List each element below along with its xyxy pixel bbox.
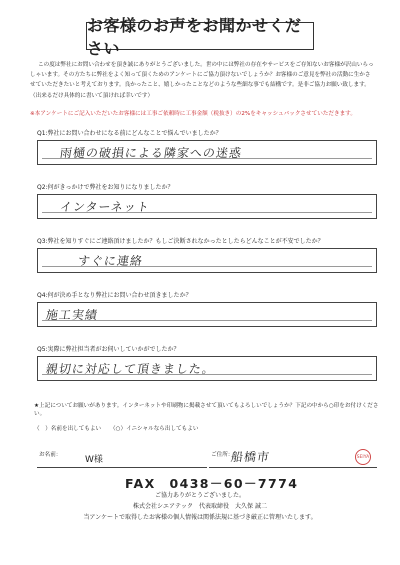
address-field[interactable]: [209, 447, 377, 468]
question-3-answer: すぐに連絡: [76, 254, 144, 268]
intro-text: この度は弊社にお問い合わせを頂き誠にありがとうございました。世の中には弊社の存在やサービスをご存知ないお客様が沢山いらっしゃいます。その方たちに弊社をよく知って頂くためのアンケートにご協力頂けないでしょうか？お客様のご意見を弊社の活動に生かさせていただきたいと考えております。良かったこと、嬉しかったことなどのような些細な事でも結構です。是非ご協力お願い致します。（出来るだけ具体的に書いて頂ければ幸いです）: [30, 62, 374, 99]
consent-option-name[interactable]: [34, 425, 101, 433]
question-4-label: Q4:何が決め手となり弊社にお問い合わせ頂きましたか？: [37, 292, 192, 299]
question-1-answer: 雨樋の破損による隣家への迷惑: [58, 146, 243, 160]
name-field[interactable]: [37, 447, 207, 468]
consent-option-initials[interactable]: [110, 425, 198, 433]
survey-title: お客様のお声をお聞かせください: [86, 22, 314, 50]
fax-number: FAX 0438－60－7774: [125, 476, 299, 491]
question-3-label: Q3:弊社を知りすぐにご連絡頂けましたか？もしご決断されなかったとしたらどんなことが不安でしたか？: [37, 238, 324, 245]
question-1-label: Q1:弊社にお問い合わせになる前にどんなことで悩んでいましたか？: [37, 130, 222, 137]
question-5-answer-box[interactable]: [37, 356, 377, 381]
address-label: ご住所：: [211, 452, 234, 458]
question-2-answer-box[interactable]: [37, 194, 377, 219]
answer-line: [42, 266, 372, 267]
answer-line: [42, 158, 372, 159]
question-5-label: Q5:実際に弊社担当者がお伺いしていかがでしたか？: [37, 346, 180, 353]
consent-option-initials-mark: （○）: [110, 426, 127, 432]
question-3-answer-box[interactable]: [37, 248, 377, 273]
consent-option-name-mark: （ ）: [34, 426, 51, 432]
question-4-answer-box[interactable]: [37, 302, 377, 327]
question-2-answer: インターネット: [58, 200, 151, 214]
consent-option-name-label: 名前を出してもよい: [50, 426, 102, 432]
question-1-answer-box[interactable]: [37, 140, 377, 165]
name-value: W様: [85, 455, 103, 465]
thanks-text: ご協力ありがとうございました。: [154, 492, 245, 499]
company-name: 株式会社シエアテック 代表取締役 大久保 誠二: [133, 503, 267, 510]
question-4-answer: 施工実績: [44, 308, 99, 322]
seal-stamp-icon: SEIYA: [355, 449, 371, 465]
cashback-note: ※本アンケートにご記入いただいたお客様には工事ご依頼時に工事金額（税抜き）の2%をキャッシュバックさせていただきます。: [30, 111, 356, 117]
privacy-notice: 当アンケートで取得したお客様の個人情報は関係法規に基づき厳正に管理いたします。: [83, 514, 317, 521]
question-5-answer: 親切に対応して頂きました。: [44, 362, 216, 376]
consent-option-initials-label: イニシャルなら出してもよい: [126, 426, 199, 432]
name-label: お名前：: [39, 452, 62, 458]
answer-line: [42, 212, 372, 213]
answer-line: [42, 374, 372, 375]
answer-line: [42, 320, 372, 321]
address-value: 船橋市: [229, 450, 271, 464]
consent-question: ★上記についてお願いがあります。インターネットや印刷物に掲載させて頂いてもよろしいでしょうか？下記の中から○印をお付けください。: [34, 403, 379, 417]
question-2-label: Q2:何がきっかけで弊社をお知りになりましたか？: [37, 184, 174, 191]
